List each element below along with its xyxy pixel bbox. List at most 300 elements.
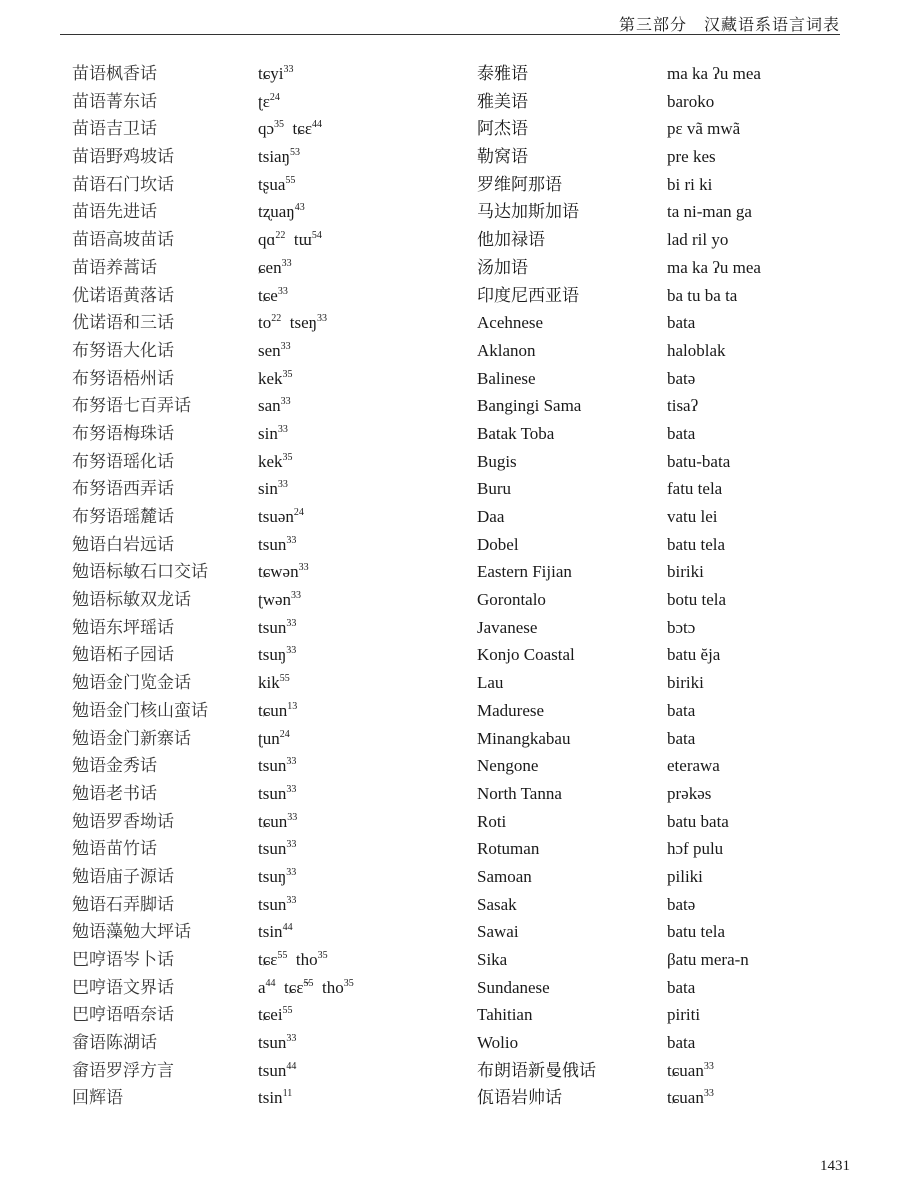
left-word-form (258, 88, 280, 115)
phonetic-form: ʈɛ (258, 91, 270, 111)
left-language-name: 勉语藻勉大坪话 (72, 922, 191, 942)
right-word-form (667, 254, 761, 281)
phonetic-form: bata (667, 977, 696, 997)
left-language-name: 布努语七百弄话 (72, 396, 191, 416)
table-row (0, 60, 900, 88)
phonetic-form: tsuŋ (258, 866, 287, 886)
left-word-form (258, 1001, 293, 1028)
right-language-name: 布朗语新曼俄话 (477, 1060, 596, 1080)
right-word-form (667, 1057, 714, 1084)
left-word-form (258, 586, 301, 613)
left-language-name: 勉语标敏双龙话 (72, 590, 191, 610)
tone-mark: 33 (298, 562, 309, 574)
table-row (0, 808, 900, 836)
tone-mark: 35 (317, 950, 328, 961)
phonetic-form: tsuən (258, 507, 294, 526)
left-word-form (258, 1057, 296, 1084)
right-word-form (667, 641, 720, 668)
phonetic-form: tɕɛ (292, 119, 312, 139)
tone-mark: 13 (287, 700, 298, 712)
right-language-name: 泰雅语 (477, 64, 528, 83)
left-word-form (258, 641, 296, 668)
phonetic-form: tɕun (258, 700, 288, 720)
left-word-form (258, 365, 293, 392)
left-word-form (258, 725, 290, 752)
phonetic-form: tsun (258, 839, 287, 859)
tone-mark: 22 (275, 230, 286, 242)
left-word-form (258, 863, 296, 890)
tone-mark: 33 (286, 645, 297, 657)
right-word-form (667, 143, 716, 170)
left-word-form (258, 974, 354, 1001)
right-word-form (667, 863, 703, 890)
left-language-name: 苗语吉卫话 (72, 119, 157, 139)
right-language-name: 马达加斯加语 (477, 202, 579, 222)
right-language-name: Wolio (477, 1033, 519, 1053)
phonetic-form: tɕɛ (258, 950, 278, 969)
phonetic-form: piliki (667, 866, 703, 886)
tone-mark: 33 (277, 285, 288, 297)
right-language-name: 阿杰语 (477, 119, 528, 139)
table-row (0, 198, 900, 226)
right-language-name: Roti (477, 811, 507, 831)
left-language-name: 勉语柘子园话 (72, 645, 174, 665)
left-word-form (258, 918, 293, 945)
right-language-name: Sawai (477, 922, 519, 942)
right-language-name: Madurese (477, 700, 545, 720)
table-row (0, 448, 900, 476)
left-word-form (258, 614, 296, 641)
left-language-name: 苗语野鸡坡话 (72, 147, 174, 167)
phonetic-form: ma ka ʔu mea (667, 257, 761, 277)
table-row (0, 863, 900, 891)
right-language-name: Bangingi Sama (477, 396, 582, 416)
table-row (0, 420, 900, 448)
table-row (0, 88, 900, 116)
right-word-form (667, 420, 695, 447)
phonetic-form: piriti (667, 1005, 701, 1025)
left-word-form (258, 475, 288, 502)
phonetic-form: tɕɛ̃ (284, 977, 304, 997)
page-number: 1431 (820, 1158, 850, 1174)
phonetic-form: tsun (258, 1033, 287, 1053)
phonetic-form: tɕwən (258, 562, 299, 582)
left-word-form (258, 503, 304, 530)
tone-mark: 33 (286, 617, 297, 629)
table-row (0, 835, 900, 863)
tone-mark: 43 (294, 202, 305, 214)
table-row (0, 974, 900, 1002)
left-language-name: 布努语梧州话 (72, 368, 174, 388)
right-language-name: 罗维阿那语 (477, 174, 562, 194)
tone-mark: 33 (703, 1060, 714, 1072)
phonetic-form: eterawa (667, 756, 720, 776)
table-row (0, 337, 900, 365)
left-word-form (258, 282, 288, 309)
tone-mark: 33 (287, 811, 298, 823)
left-language-name: 勉语庙子源话 (72, 866, 174, 886)
tone-mark: 44 (311, 119, 322, 131)
phonetic-form: tsin (258, 1088, 283, 1108)
phonetic-form: qɑ (258, 230, 276, 250)
table-row (0, 697, 900, 725)
table-row (0, 226, 900, 254)
right-word-form (667, 752, 720, 779)
right-word-form (667, 448, 730, 475)
tone-mark: 54 (311, 230, 322, 242)
left-language-name: 巴哼语岑卜话 (72, 950, 174, 969)
tone-mark: 55 (279, 673, 290, 685)
tone-mark: 33 (286, 534, 297, 546)
table-row (0, 392, 900, 420)
tone-mark: 53 (290, 147, 301, 159)
right-language-name: North Tanna (477, 783, 562, 803)
phonetic-form: tɕe (258, 285, 278, 305)
left-language-name: 苗语枫香话 (72, 64, 157, 83)
right-word-form (667, 946, 749, 973)
phonetic-form: batu bata (667, 811, 729, 831)
phonetic-form: tɕuan (667, 1088, 704, 1108)
left-word-form (258, 531, 296, 558)
left-language-name: 苗语石门坎话 (72, 174, 174, 194)
tone-mark: 35 (274, 119, 285, 131)
table-row (0, 614, 900, 642)
table-row (0, 1084, 900, 1112)
left-language-name: 苗语养蒿话 (72, 257, 157, 277)
right-language-name: Tahitian (477, 1005, 533, 1025)
phonetic-form: bata (667, 700, 696, 720)
left-language-name: 勉语金秀话 (72, 756, 157, 776)
phonetic-form: batu ĕja (667, 645, 721, 665)
tone-mark: 55 (282, 1005, 293, 1017)
tone-mark: 35 (282, 368, 293, 380)
table-row (0, 891, 900, 919)
phonetic-form: tisaʔ (667, 396, 699, 416)
phonetic-form: botu tela (667, 590, 727, 610)
left-language-name: 勉语标敏石口交话 (72, 562, 208, 582)
left-word-form (258, 448, 293, 475)
tone-mark: 33 (286, 756, 297, 768)
right-language-name: Sika (477, 950, 508, 969)
left-word-form (258, 835, 296, 862)
right-word-form (667, 558, 704, 585)
phonetic-form: sin (258, 479, 278, 499)
tone-mark: 44 (265, 977, 276, 989)
left-word-form (258, 226, 322, 253)
right-language-name: Sasak (477, 894, 517, 914)
table-row (0, 115, 900, 143)
tone-mark: 33 (286, 839, 297, 851)
phonetic-form: tho (321, 977, 344, 997)
phonetic-form: tɯ (293, 230, 312, 250)
tone-mark: 33 (280, 340, 291, 352)
tone-mark: 33 (280, 396, 291, 408)
tone-mark: 55 (277, 950, 288, 961)
phonetic-form: ʈwən (258, 590, 292, 610)
right-word-form (667, 808, 729, 835)
left-language-name: 勉语罗香坳话 (72, 811, 174, 831)
phonetic-form: kek (258, 451, 283, 471)
right-language-name: Sundanese (477, 977, 550, 997)
left-language-name: 畲语陈湖话 (72, 1033, 157, 1053)
table-row (0, 531, 900, 559)
table-row (0, 309, 900, 337)
phonetic-form: tho (295, 950, 318, 969)
right-language-name: Javanese (477, 617, 538, 637)
table-row (0, 143, 900, 171)
table-row (0, 282, 900, 310)
phonetic-form: fatu tela (667, 479, 723, 499)
phonetic-form: tsun (258, 756, 287, 776)
phonetic-form: biriki (667, 562, 704, 582)
phonetic-form: βatu mera-n (667, 950, 749, 969)
left-language-name: 巴哼语文界话 (72, 977, 174, 997)
right-language-name: Acehnese (477, 313, 544, 333)
right-language-name: Gorontalo (477, 590, 546, 610)
right-word-form (667, 669, 704, 696)
right-word-form (667, 974, 695, 1001)
table-row (0, 780, 900, 808)
left-word-form (258, 697, 297, 724)
right-language-name: Daa (477, 507, 505, 526)
tone-mark: 55 (285, 174, 296, 186)
right-word-form (667, 725, 695, 752)
phonetic-form: batə (667, 368, 696, 388)
right-language-name: Batak Toba (477, 423, 555, 443)
phonetic-form: tɕyi (258, 64, 284, 83)
left-language-name: 苗语菁东话 (72, 91, 157, 111)
phonetic-form: ma ka ʔu mea (667, 64, 761, 83)
phonetic-form: tsiaŋ (258, 147, 291, 167)
section-title: 第三部分 汉藏语系语言词表 (618, 17, 840, 34)
right-language-name: Lau (477, 673, 504, 693)
tone-mark: 22 (271, 313, 282, 325)
phonetic-form: san (258, 396, 281, 416)
left-language-name: 优诺语和三话 (72, 313, 174, 333)
left-word-form (258, 946, 328, 973)
table-row (0, 503, 900, 531)
table-row (0, 918, 900, 946)
phonetic-form: tsun (258, 783, 287, 803)
tone-mark: 33 (286, 783, 297, 795)
tone-mark: 33 (703, 1088, 714, 1100)
phonetic-form: ba tu ba ta (667, 285, 738, 305)
left-word-form (258, 115, 322, 142)
table-row (0, 1001, 900, 1029)
right-language-name: Konjo Coastal (477, 645, 575, 665)
left-language-name: 勉语金门览金话 (72, 673, 191, 693)
tone-mark: 33 (286, 866, 297, 878)
left-language-name: 巴哼语唔奈话 (72, 1005, 174, 1025)
right-word-form (667, 780, 711, 807)
table-row (0, 1057, 900, 1085)
left-word-form (258, 60, 294, 87)
table-row (0, 752, 900, 780)
tone-mark: 44 (286, 1060, 297, 1072)
table-row (0, 171, 900, 199)
tone-mark: 44 (282, 922, 293, 934)
phonetic-form: tsun (258, 1060, 287, 1080)
table-row (0, 725, 900, 753)
left-word-form (258, 254, 292, 281)
phonetic-form: kik (258, 673, 280, 693)
phonetic-form: kek (258, 368, 283, 388)
tone-mark: 33 (277, 479, 288, 491)
phonetic-form: bɔtɔ (667, 617, 696, 637)
left-word-form (258, 752, 296, 779)
table-row (0, 669, 900, 697)
left-word-form (258, 309, 327, 336)
phonetic-form: qɔ (258, 119, 275, 139)
left-language-name: 布努语西弄话 (72, 479, 174, 499)
running-header (60, 0, 840, 35)
left-word-form (258, 337, 291, 364)
left-word-form (258, 558, 309, 585)
right-word-form (667, 1029, 695, 1056)
right-language-name: Aklanon (477, 340, 536, 360)
left-language-name: 畲语罗浮方言 (72, 1060, 174, 1080)
phonetic-form: ɕen (258, 257, 282, 277)
table-row (0, 254, 900, 282)
phonetic-form: pɛ vã mwã (667, 119, 741, 139)
left-language-name: 勉语石弄脚话 (72, 894, 174, 914)
phonetic-form: sin (258, 423, 278, 443)
right-language-name: 雅美语 (477, 91, 528, 111)
tone-mark: 24 (293, 507, 304, 518)
left-language-name: 回辉语 (72, 1088, 123, 1108)
left-word-form (258, 143, 300, 170)
left-word-form (258, 1029, 296, 1056)
left-language-name: 优诺语黄落话 (72, 285, 174, 305)
left-language-name: 勉语老书话 (72, 783, 157, 803)
tone-mark: 33 (277, 423, 288, 435)
phonetic-form: batu tela (667, 922, 726, 942)
left-word-form (258, 420, 288, 447)
phonetic-form: vatu lei (667, 507, 718, 526)
phonetic-form: tseŋ (289, 313, 318, 333)
phonetic-form: tsin (258, 922, 283, 942)
right-word-form (667, 1001, 700, 1028)
tone-mark: 35 (343, 977, 354, 989)
table-row (0, 946, 900, 974)
left-word-form (258, 171, 295, 198)
phonetic-form: batu-bata (667, 451, 731, 471)
tone-mark: 35 (282, 451, 293, 463)
phonetic-form: tɕun (258, 811, 288, 831)
phonetic-form: bata (667, 313, 696, 333)
left-language-name: 苗语先进话 (72, 202, 157, 222)
right-word-form (667, 392, 698, 419)
right-word-form (667, 475, 722, 502)
phonetic-form: tsun (258, 617, 287, 637)
right-word-form (667, 365, 695, 392)
left-word-form (258, 392, 291, 419)
phonetic-form: bata (667, 1033, 696, 1053)
right-word-form (667, 586, 726, 613)
phonetic-form: haloblak (667, 340, 726, 360)
phonetic-form: batə (667, 894, 696, 914)
tone-mark: 11 (282, 1088, 293, 1100)
left-language-name: 勉语苗竹话 (72, 839, 157, 859)
right-language-name: Dobel (477, 534, 519, 554)
phonetic-form: hɔf pulu (667, 839, 724, 859)
phonetic-form: bata (667, 423, 696, 443)
tone-mark: 55 (303, 977, 314, 989)
phonetic-form: bata (667, 728, 696, 748)
right-word-form (667, 918, 725, 945)
phonetic-form: ta ni-man ga (667, 202, 752, 222)
right-language-name: Rotuman (477, 839, 540, 859)
left-language-name: 布努语瑶麓话 (72, 507, 174, 526)
left-language-name: 勉语金门新寨话 (72, 728, 191, 748)
left-language-name: 勉语东坪瑶话 (72, 617, 174, 637)
right-word-form (667, 614, 695, 641)
phonetic-form: ʈun (258, 728, 280, 748)
right-language-name: Minangkabau (477, 728, 571, 748)
table-row (0, 1029, 900, 1057)
right-language-name: Eastern Fijian (477, 562, 572, 582)
right-language-name: 汤加语 (477, 257, 528, 277)
left-language-name: 勉语金门核山蛮话 (72, 700, 208, 720)
right-language-name: Buru (477, 479, 511, 499)
phonetic-form: baroko (667, 91, 715, 111)
right-language-name: 佤语岩帅话 (477, 1088, 562, 1108)
tone-mark: 33 (281, 257, 292, 269)
left-word-form (258, 669, 290, 696)
phonetic-form: tsuŋ (258, 645, 287, 665)
left-language-name: 布努语瑶化话 (72, 451, 174, 471)
left-language-name: 布努语梅珠话 (72, 423, 174, 443)
word-list (0, 60, 900, 1112)
phonetic-form: batu tela (667, 534, 726, 554)
table-row (0, 641, 900, 669)
phonetic-form: tsun (258, 534, 287, 554)
right-word-form (667, 835, 723, 862)
right-word-form (667, 115, 740, 142)
phonetic-form: tsun (258, 894, 287, 914)
phonetic-form: tʂua (258, 174, 286, 194)
right-language-name: Balinese (477, 368, 536, 388)
left-language-name: 勉语白岩远话 (72, 534, 174, 554)
phonetic-form: lad ril yo (667, 230, 729, 250)
right-language-name: 勒窝语 (477, 147, 528, 167)
phonetic-form: prəkəs (667, 783, 712, 803)
left-language-name: 布努语大化话 (72, 340, 174, 360)
right-word-form (667, 88, 714, 115)
right-language-name: Samoan (477, 866, 532, 886)
right-word-form (667, 697, 695, 724)
right-language-name: 他加禄语 (477, 230, 545, 250)
tone-mark: 33 (317, 313, 328, 325)
right-word-form (667, 531, 725, 558)
right-word-form (667, 337, 726, 364)
phonetic-form: a (258, 977, 266, 997)
right-word-form (667, 226, 728, 253)
phonetic-form: to (258, 313, 272, 333)
right-language-name: 印度尼西亚语 (477, 285, 579, 305)
table-row (0, 475, 900, 503)
phonetic-form: tɕuan (667, 1060, 704, 1080)
right-word-form (667, 309, 695, 336)
right-word-form (667, 503, 718, 530)
right-word-form (667, 891, 695, 918)
table-row (0, 365, 900, 393)
right-word-form (667, 171, 712, 198)
phonetic-form: bi ri ki (667, 174, 713, 194)
left-word-form (258, 1084, 292, 1111)
phonetic-form: biriki (667, 673, 704, 693)
left-word-form (258, 780, 296, 807)
